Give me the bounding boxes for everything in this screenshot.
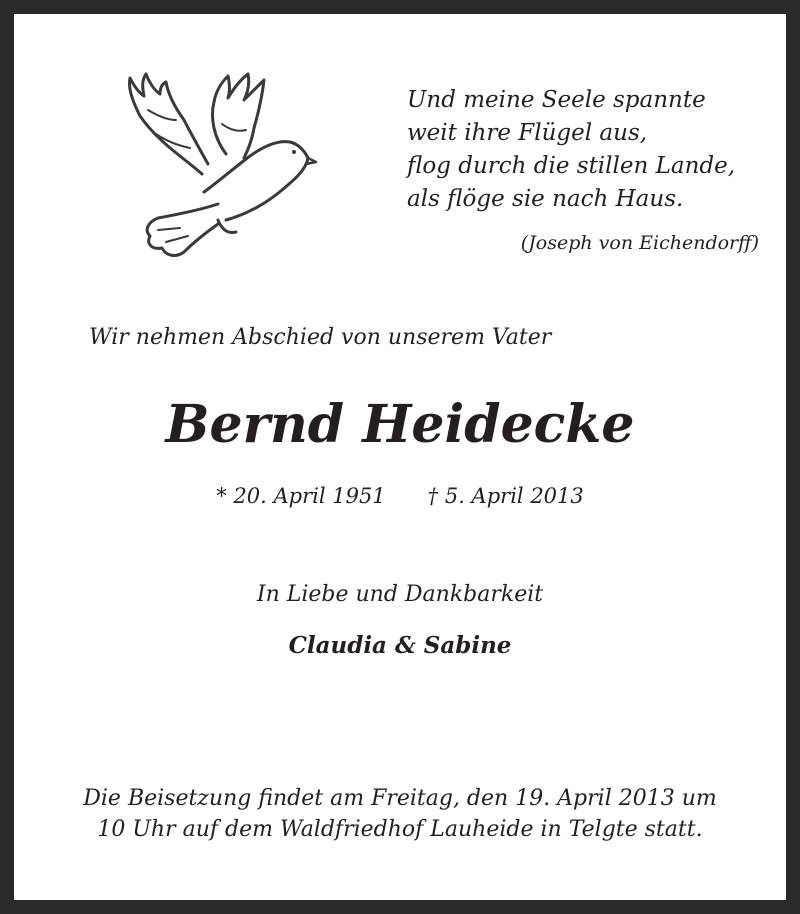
poem-author: (Joseph von Eichendorff) (520, 232, 759, 254)
signers: Claudia & Sabine (288, 632, 512, 659)
intro-text: Wir nehmen Abschied von unserem Vater (89, 325, 552, 350)
funeral-info (14, 783, 786, 845)
poem-line: flog durch die stillen Lande, (407, 153, 736, 179)
funeral-line: 10 Uhr auf dem Waldfriedhof Lauheide in Telgte statt. (97, 817, 703, 842)
funeral-line: Die Beisetzung findet am Freitag, den 19. April 2013 um (83, 786, 717, 811)
deceased-name: Bernd Heidecke (165, 394, 635, 455)
dove-icon (118, 54, 318, 264)
birth-date: * 20. April 1951 (216, 484, 386, 508)
death-date: † 5. April 2013 (427, 484, 584, 508)
poem (407, 84, 777, 216)
life-dates (14, 484, 786, 508)
poem-line: als flöge sie nach Haus. (407, 186, 684, 212)
poem-line: Und meine Seele spannte (407, 87, 706, 113)
dedication-text: In Liebe und Dankbarkeit (256, 582, 544, 607)
poem-line: weit ihre Flügel aus, (407, 120, 648, 146)
